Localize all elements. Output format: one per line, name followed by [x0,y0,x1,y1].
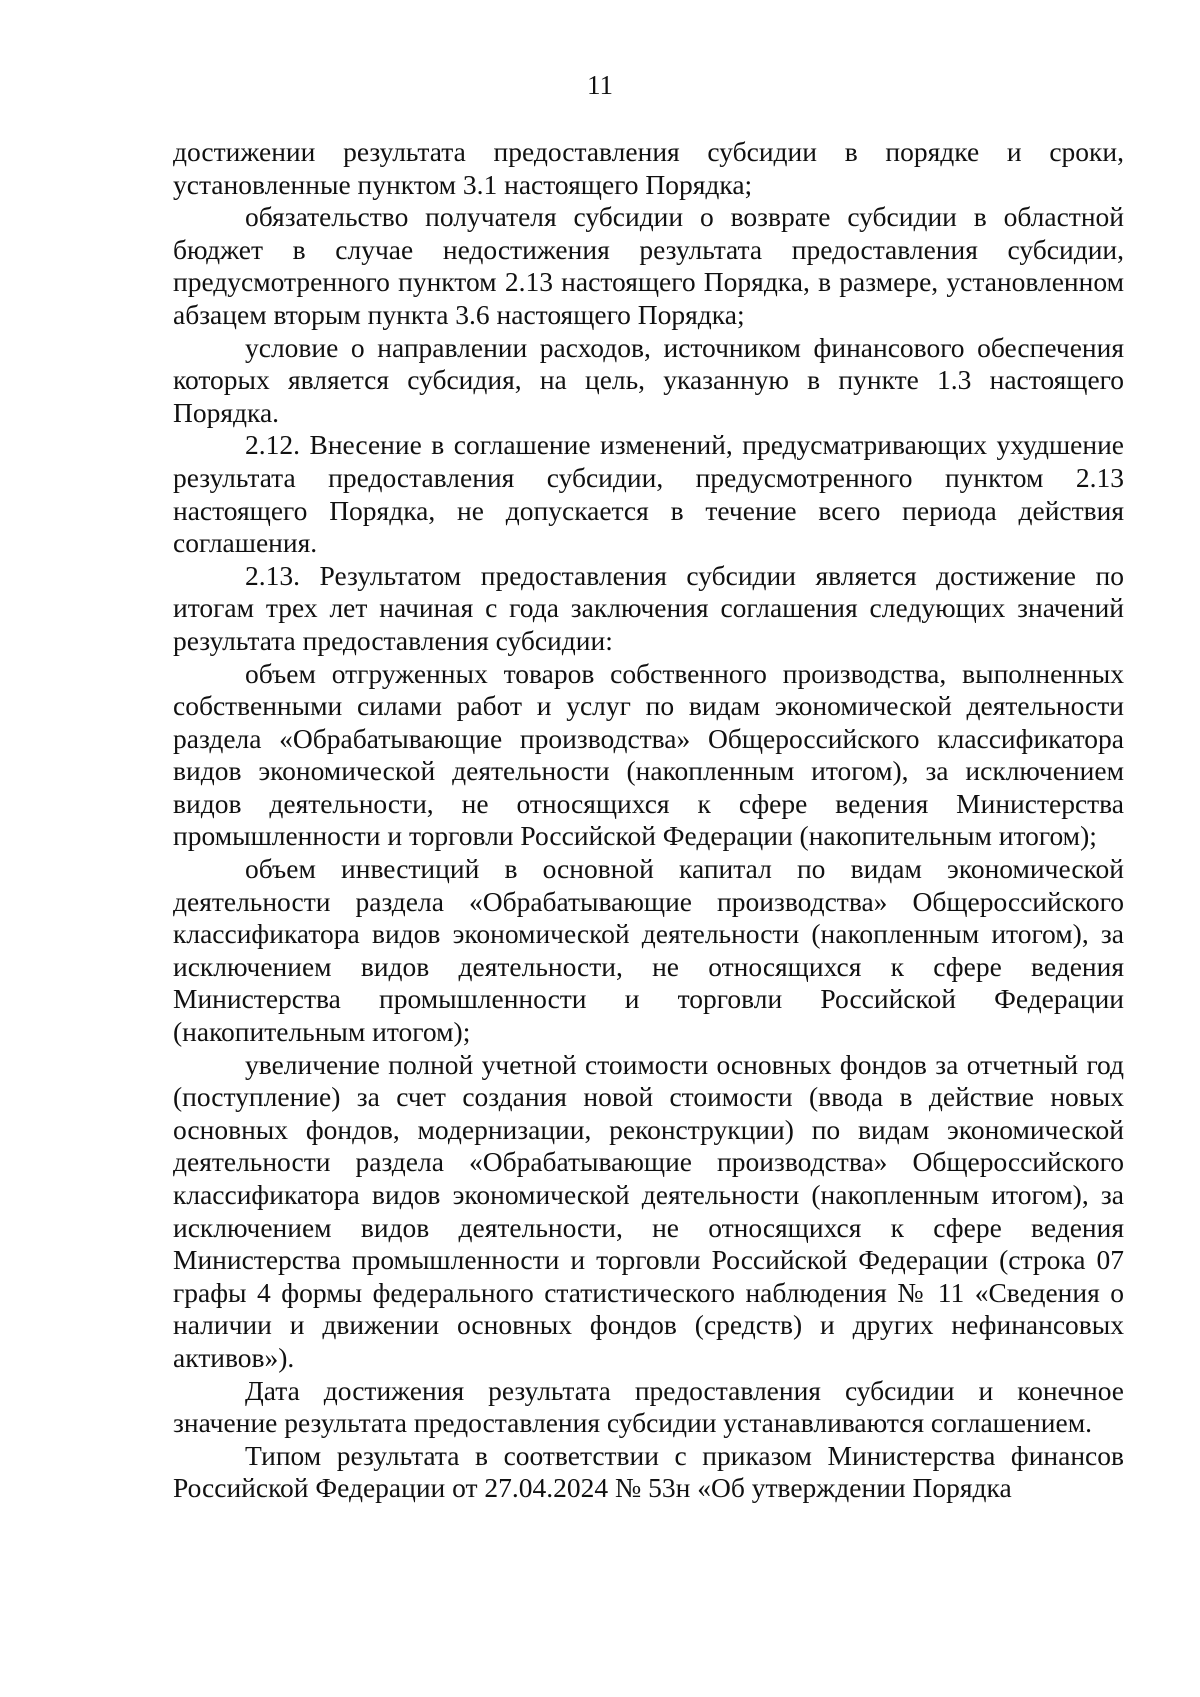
paragraph-result-type: Типом результата в соответствии с приказом Министерства финансов Российской Федерации от 27.04.2024 № 53н «Об утверждении Порядка [173,1439,1124,1504]
paragraph-shipped-goods-volume: объем отгруженных товаров собственного производства, выполненных собственными силами работ и услуг по видам экономической деятельности раздела «Обрабатывающие производства» Общероссийского классификатора видов экономической деятельности (накопленным итогом), за исключением видов деятельности, не относящихся к сфере ведения Министерства промышленности и торговли Российской Федерации (накопительным итогом); [173,657,1124,852]
paragraph-expense-condition: условие о направлении расходов, источником финансового обеспечения которых является субсидия, на цель, указанную в пункте 1.3 настоящего Порядка. [173,331,1124,428]
paragraph-continuation: достижении результата предоставления субсидии в порядке и сроки, установленные пунктом 3.1 настоящего Порядка; [173,136,1124,200]
paragraph-result-date: Дата достижения результата предоставления субсидии и конечное значение результата предоставления субсидии устанавливаются соглашением. [173,1374,1124,1439]
paragraph-investment-volume: объем инвестиций в основной капитал по видам экономической деятельности раздела «Обрабатывающие производства» Общероссийского классификатора видов экономической деятельности (накопленным итогом), за исключением видов деятельности, не относящихся к сфере ведения Министерства промышленности и торговли Российской Федерации (накопительным итогом); [173,853,1124,1048]
paragraph-clause-2-13: 2.13. Результатом предоставления субсидии является достижение по итогам трех лет начиная с года заключения соглашения следующих значений результата предоставления субсидии: [173,559,1124,656]
document-body [173,136,1124,1505]
paragraph-clause-2-12: 2.12. Внесение в соглашение изменений, предусматривающих ухудшение результата предоставления субсидии, предусмотренного пунктом 2.13 настоящего Порядка, не допускается в течение всего периода действия соглашения. [173,429,1124,559]
paragraph-refund-obligation: обязательство получателя субсидии о возврате субсидии в областной бюджет в случае недостижения результата предоставления субсидии, предусмотренного пунктом 2.13 настоящего Порядка, в размере, установленном абзацем вторым пункта 3.6 настоящего Порядка; [173,201,1124,330]
page-number: 11 [587,70,613,100]
paragraph-fixed-assets-increase: увеличение полной учетной стоимости основных фондов за отчетный год (поступление) за счет создания новой стоимости (ввода в действие новых основных фондов, модернизации, реконструкции) по видам экономической деятельности раздела «Обрабатывающие производства» Общероссийского классификатора видов экономической деятельности (накопленным итогом), за исключением видов деятельности, не относящихся к сфере ведения Министерства промышленности и торговли Российской Федерации (строка 07 графы 4 формы федерального статистического наблюдения № 11 «Сведения о наличии и движении основных фондов (средств) и других нефинансовых активов»). [173,1048,1124,1373]
